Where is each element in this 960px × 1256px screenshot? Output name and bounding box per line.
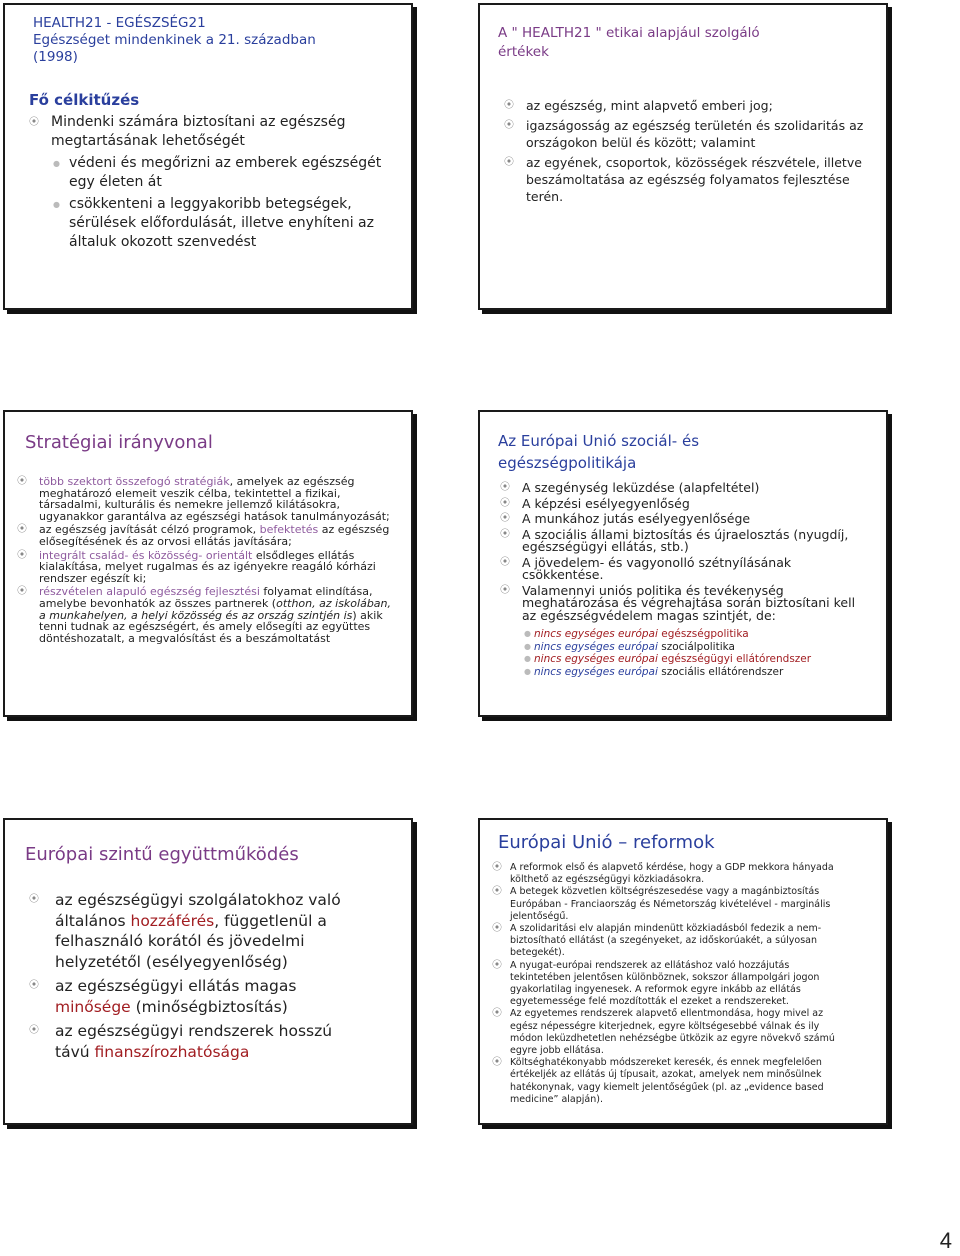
list-item: ⦿ A jövedelem- és vagyonolló szétnyílásának csökkentése. [500, 557, 870, 582]
bullet-list [500, 482, 870, 622]
slide-title: Az Európai Unió szociál- és egészségpolitikája [498, 432, 700, 472]
slide-egyuttmukodes [3, 818, 413, 1125]
list-item: ⦿ Mindenki számára biztosítani az egészség megtartásának lehetőségét [29, 113, 399, 151]
slide-title: Európai szintű együttműködés [25, 844, 299, 865]
bullet-list [29, 890, 349, 1062]
slide-eu-reformok [478, 818, 888, 1125]
slide-health21 [3, 3, 413, 310]
slide-strategiai [3, 410, 413, 717]
list-item: ⦿ A szolidaritási elv alapján mindenütt közkiadásból fedezik a nem-biztosítható ellátást (a szegényeket, az időskorúakét, a súlyosan betegekét). [492, 923, 842, 960]
list-item: ⦿ A szegénység leküzdése (alapfeltétel) [500, 482, 870, 495]
list-item: ⦿ az egészségügyi rendszerek hosszú távú finanszírozhatósága [29, 1021, 349, 1062]
list-item: ⦿ Költséghatékonyabb módszereket keresék, és ennek megfelelően értékeljék az ellátás új típusait, azokat, amelyek nem minősülnek hatékonynak, vagy kiemelt jelentőségűek (pl. az „evidence based medicine” alapján). [492, 1057, 842, 1106]
list-item: ⦿ Valamennyi uniós politika és tevékenység meghatározása és végrehajtása során biztosítani kell az egészségvédelem magas szintjét, de: [500, 585, 870, 623]
list-item: ⦿ A képzési esélyegyenlőség [500, 498, 870, 511]
list-item: ⦿ A munkához jutás esélyegyenlősége [500, 513, 870, 526]
slide-title: HEALTH21 - EGÉSZSÉG21 Egészséget mindenkinek a 21. században (1998) [33, 15, 316, 65]
list-item: ⦿ az egészségügyi ellátás magas minősége (minőségbiztosítás) [29, 976, 349, 1017]
bullet-list [29, 113, 399, 252]
list-item: ⦿ A betegek közvetlen költségrészesedése vagy a magánbiztosítás Európában - Franciaország és Németország kivételével - marginális jelentőségű. [492, 886, 842, 923]
list-item: ⦿ részvételen alapuló egészség fejlesztési folyamat elindítása, amelybe bevonhatók az összes partnerek (otthon, az iskolában, a munkahelyen, a helyi közösség és az ország szintjén is) akik tenni tudnak az egészségért, és amely elősegíti az együttes döntéshozatalt, a megvalósítást és a beszámoltatást [17, 586, 397, 644]
list-item: ⦿ integrált család- és közösség- orientált elsődleges ellátás kialakítása, melyet rugalmas és az igényekre reagáló kórházi rendszer egészít ki; [17, 550, 397, 585]
list-item: ● nincs egységes európai szociális ellátórendszer [500, 666, 870, 679]
page-number: 4 [939, 1228, 952, 1253]
list-item: ● nincs egységes európai egészségpolitika [500, 628, 870, 641]
slide-title: Európai Unió – reformok [498, 832, 715, 853]
list-item: ⦿ A nyugat-európai rendszerek az ellátáshoz való hozzájutás tekintetében jelentősen különböznek, sokszor állampolgári jogon gyakorlatilag ingyenesek. A reformok egyre inkább az ellátás egyetemessége felé mozdították el ezeket a rendszereket. [492, 960, 842, 1009]
slide-eu-politika [478, 410, 888, 717]
list-item: ● nincs egységes európai szociálpolitika [500, 641, 870, 654]
bullet-list [17, 476, 397, 644]
slide-title: Stratégiai irányvonal [25, 432, 213, 453]
list-item: ⦿ az egészségügyi szolgálatokhoz való általános hozzáférés, függetlenül a felhasználó korától és jövedelmi helyzetétől (esélyegyenlőség) [29, 890, 349, 972]
list-item: ⦿ több szektort összefogó stratégiák, amelyek az egészség meghatározó elemeit veszik célba, tekintettel a fizikai, társadalmi, kulturális és nemekre jellemző kilátásokra, ugyanakkor garantálva az egészségi hatások tanulmányozását; [17, 476, 397, 522]
list-item: ⦿ A reformok első és alapvető kérdése, hogy a GDP mekkora hányada költhető az egészségügyi közkiadásokra. [492, 862, 842, 886]
sub-bullet-list [500, 628, 870, 678]
section-heading: Fő célkitűzés [29, 91, 140, 109]
list-item: ● csökkenteni a leggyakoribb betegségek, sérülések előfordulását, illetve enyhíteni az általuk okozott szenvedést [29, 195, 399, 252]
list-item: ● védeni és megőrizni az emberek egészségét egy életen át [29, 154, 399, 192]
list-item: ⦿ az egyének, csoportok, közösségek részvétele, illetve beszámoltatása az egészség folyamatos fejlesztése terén. [504, 154, 864, 205]
bullet-list [504, 97, 864, 205]
list-item: ⦿ az egészség javítását célzó programok, befektetés az egészség elősegítésének és az orvosi ellátás javítására; [17, 524, 397, 547]
list-item: ● nincs egységes európai egészségügyi ellátórendszer [500, 653, 870, 666]
slide-title: A " HEALTH21 " etikai alapjául szolgáló értékek [498, 25, 760, 60]
list-item: ⦿ az egészség, mint alapvető emberi jog; [504, 97, 864, 114]
slide-ertekek [478, 3, 888, 310]
bullet-list [492, 862, 842, 1106]
list-item: ⦿ A szociális állami biztosítás és újraelosztás (nyugdíj, egészségügyi ellátás, stb.) [500, 529, 870, 554]
list-item: ⦿ igazságosság az egészség területén és szolidaritás az országokon belül és között; valamint [504, 117, 864, 151]
list-item: ⦿ Az egyetemes rendszerek alapvető ellentmondása, hogy mivel az egész népességre kiterjednek, egyre költségesebbé válnak és ily módon leküzdhetetlen nehézségbe ütközik az egyre növekvő számú egyre jobb ellátása. [492, 1008, 842, 1057]
